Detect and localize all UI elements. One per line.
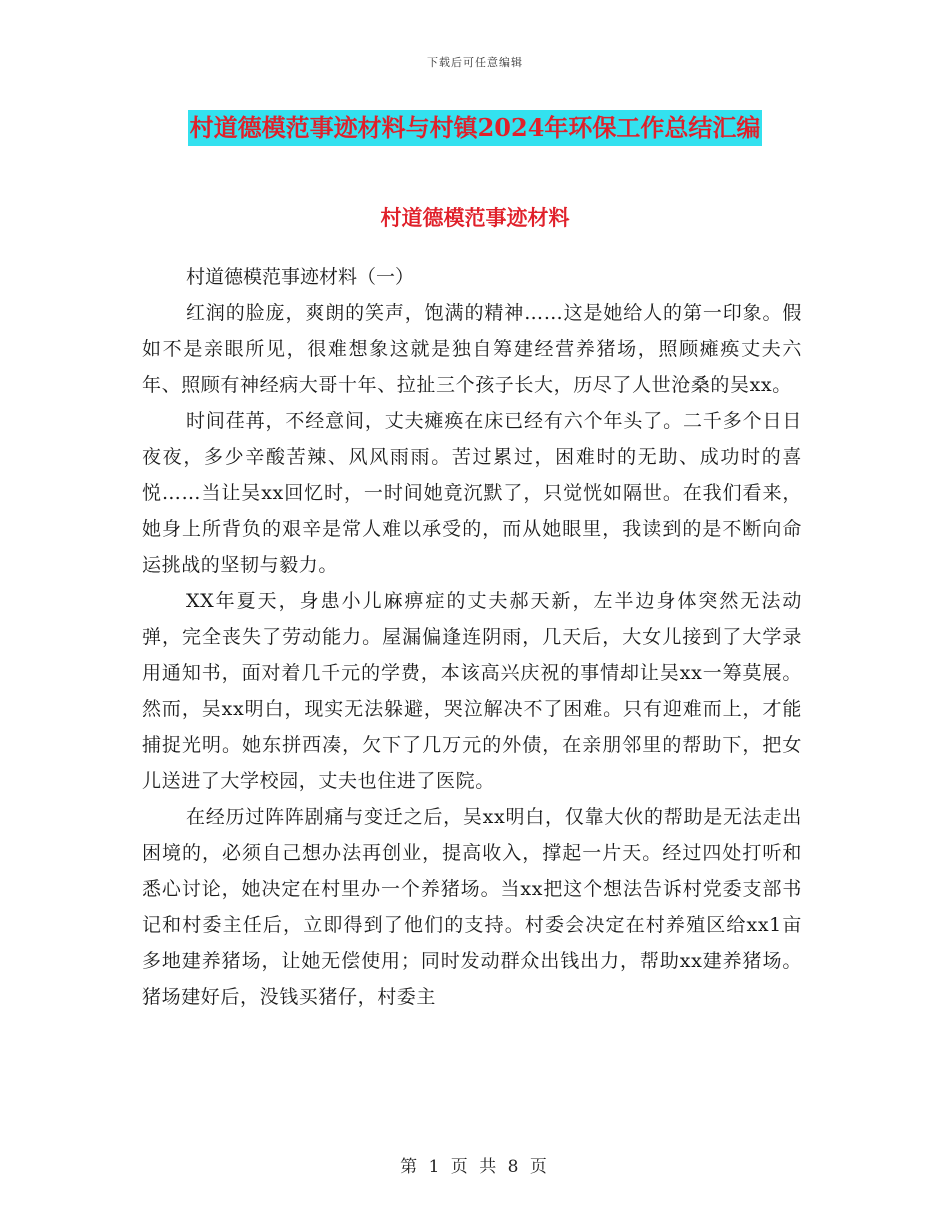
document-title-container — [0, 110, 950, 146]
document-body — [142, 223, 802, 1015]
subheading: 村道德模范事迹材料（一） — [186, 266, 415, 288]
paragraph-3: XX年夏天，身患小儿麻痹症的丈夫郝天新，左半边身体突然无法动弹，完全丧失了劳动能力。屋漏偏逢连阴雨，几天后，大女儿接到了大学录用通知书，面对着几千元的学费，本该高兴庆祝的事情却让吴xx一筹莫展。然而，吴xx明白，现实无法躲避，哭泣解决不了困难。只有迎难而上，才能捕捉光明。她东拼西凑，欠下了几万元的外债，在亲朋邻里的帮助下，把女儿送进了大学校园，丈夫也住进了医院。 — [142, 590, 802, 792]
paragraph-2: 时间荏苒，不经意间，丈夫瘫痪在床已经有六个年头了。二千多个日日夜夜，多少辛酸苦辣、风风雨雨。苦过累过，困难时的无助、成功时的喜悦……当让吴xx回忆时，一时间她竟沉默了，只觉恍如隔世。在我们看来，她身上所背负的艰辛是常人难以承受的，而从她眼里，我读到的是不断向命运挑战的坚韧与毅力。 — [142, 410, 802, 576]
document-title: 村道德模范事迹材料与村镇2024年环保工作总结汇编 — [188, 110, 763, 146]
paragraph-4: 在经历过阵阵剧痛与变迁之后，吴xx明白，仅靠大伙的帮助是无法走出困境的，必须自己想办法再创业，提高收入，撑起一片天。经过四处打听和悉心讨论，她决定在村里办一个养猪场。当xx把这个想法告诉村党委支部书记和村委主任后，立即得到了他们的支持。村委会决定在村养殖区给xx1亩多地建养猪场，让她无偿使用；同时发动群众出钱出力，帮助xx建养猪场。猪场建好后，没钱买猪仔，村委主 — [142, 806, 802, 1008]
section-title: 村道德模范事迹材料 — [380, 205, 570, 230]
page-footer: 第 1 页 共 8 页 — [400, 1157, 550, 1177]
paragraph-1: 红润的脸庞，爽朗的笑声，饱满的精神……这是她给人的第一印象。假如不是亲眼所见，很难想象这就是独自筹建经营养猪场，照顾瘫痪丈夫六年、照顾有神经病大哥十年、拉扯三个孩子长大，历尽了人世沧桑的吴xx。 — [142, 302, 802, 396]
header-note: 下载后可任意编辑 — [427, 56, 523, 69]
